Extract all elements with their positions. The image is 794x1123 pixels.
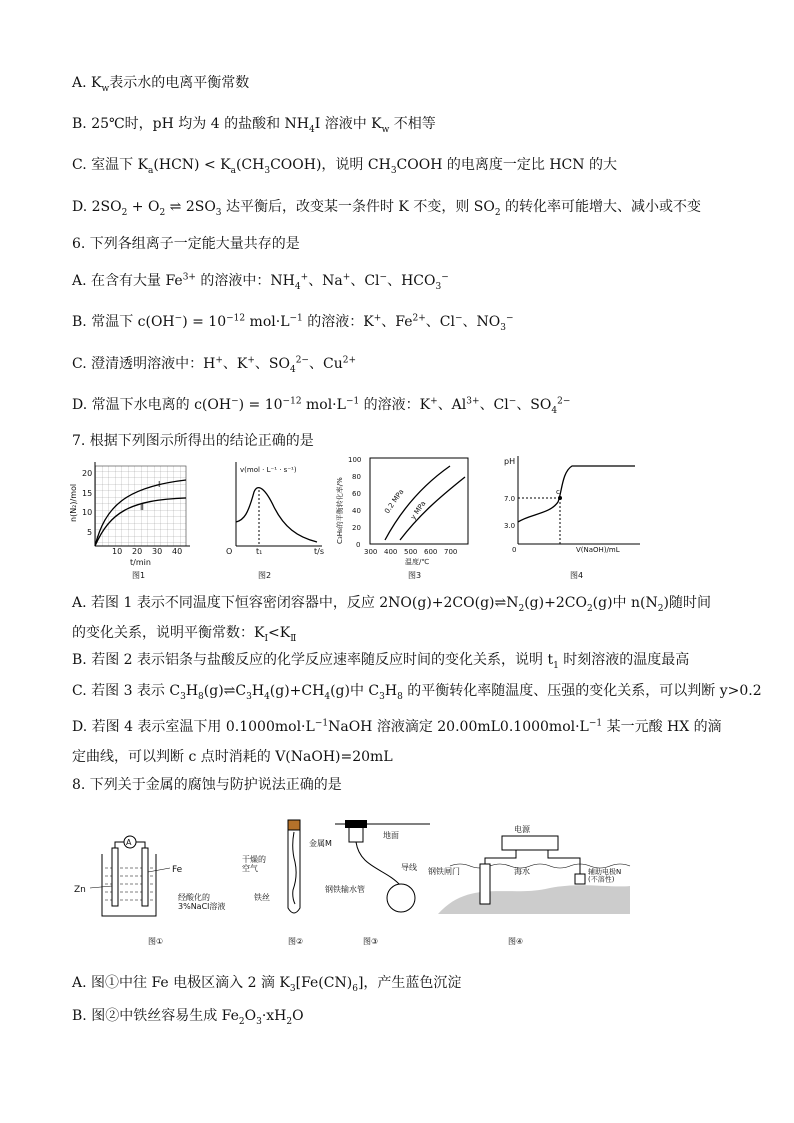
metal-m-label: 金属M [309,839,332,848]
ammeter-label: A [126,838,132,847]
y-tick: 15 [82,489,93,498]
question-8: 8. 下列关于金属的腐蚀与防护说法正确的是 [72,777,342,793]
zn-label: Zn [74,885,86,895]
air-label: 干燥的空气 [242,855,266,873]
origin-label: O [226,547,233,556]
power-label: 电源 [514,825,530,834]
figure-caption: 图4 [570,571,584,580]
y-axis-label: n(N₂)/mol [69,483,78,522]
series-label-1: 0.2 MPa [383,487,406,516]
option-7b: B. 若图 2 表示铝条与盐酸反应的化学反应速率随反应时间的变化关系，说明 $t_1$ 时刻溶液的温度最高 [72,652,690,671]
option-7c: C. 若图 3 表示 $C_3H_8(g)\rightleftharpoons C_3H_4(g)+CH_4(g)$中 $C_3H_8$ 的平衡转化率随温度、压强的变化关系，可以判断 y>0.2 [72,683,762,702]
figure-caption: 图③ [363,937,379,946]
y-tick: 10 [82,508,93,517]
option-7a: A. 若图 1 表示不同温度下恒容密闭容器中，反应 $2NO(g)+2CO(g)\rightleftharpoons N_2(g)+2CO_2(g)$中 $n(N_2)$随时间的变化关系，说明平衡常数：$K_Ⅰ<K_Ⅱ$ [72,595,711,644]
figure-3 [330,452,480,582]
y-tick: 7.0 [504,495,516,503]
option-6b: B. 常温下 $c(OH^-) = 10^{-12}$ $mol\cdot L^{-1}$ 的溶液：K+、$Fe^{2+}$、Cl−、$NO_3^-$ [72,313,514,333]
figure-caption: 图② [288,937,304,946]
series-label-2: y MPa [409,499,428,522]
y-tick: 20 [82,469,93,478]
y-tick: 0 [356,541,361,549]
x-tick: 700 [444,548,458,556]
x-tick: 400 [384,548,398,556]
option-6d: D. 常温下水电离的 $c(OH^-) = 10^{-12}$ $mol\cdot L^{-1}$ 的溶液：K+、$Al^{3+}$、Cl−、$SO_4^{2-}$ [72,396,571,416]
question-6: 6. 下列各组离子一定能大量共存的是 [72,236,300,252]
y-axis-label: v(mol · L⁻¹ · s⁻¹) [240,466,297,474]
point-c: c [556,488,560,496]
figure-2 [222,452,332,582]
fe-label: Fe [172,865,183,875]
y-tick: 20 [352,524,361,532]
y-axis-label: pH [504,457,516,466]
option-7d: D. 若图 4 表示室温下用 $0.1000mol\cdot L^{-1}NaOH$ 溶液滴定 $20.00mL0.1000mol\cdot L^{-1}$ 某一元酸 HX 的滴定曲线，可以判断 c 点时消耗的 V(NaOH)=20mL [72,718,722,765]
solution-label: 经酸化的 3%NaCl溶液 [178,893,226,911]
option-8b: B. 图②中铁丝容易生成 $Fe_2O_3\cdot xH_2O$ [72,1008,304,1027]
series-label-2: Ⅱ [140,503,144,512]
y-tick: 60 [352,490,361,498]
x-tick: 300 [364,548,378,556]
figure-q8-3 [305,818,435,953]
option-5b: B. 25℃时，pH 均为 4 的盐酸和 $NH_4I$ 溶液中 $K_w$ 不相等 [72,116,436,135]
wire-label: 铁丝 [254,893,270,902]
option-5a: A. $K_w$表示水的电离平衡常数 [72,75,250,94]
question-7: 7. 根据下列图示所得出的结论正确的是 [72,433,314,449]
y-tick: 3.0 [504,522,516,530]
t1-mark: t₁ [256,547,263,556]
figure-caption: 图④ [508,937,524,946]
y-tick: 80 [352,473,361,481]
x-tick: 600 [424,548,438,556]
figure-caption: 图3 [408,571,422,580]
x-axis-label: t/min [130,558,151,567]
series-label-1: Ⅰ [158,480,161,489]
y-axis-label: C₃H₈的平衡转化率/% [336,477,344,544]
figure-q8-1 [68,828,248,953]
lead-label: 导线 [401,863,417,872]
y-tick: 5 [87,528,93,537]
figure-caption: 图1 [132,571,146,580]
x-axis-label: V(NaOH)/mL [576,546,620,554]
aux-electrode-label: 辅助电极N (不溶性) [588,868,622,884]
gate-label: 钢铁闸门 [428,867,460,876]
option-6a: A. 在含有大量 $Fe^{3+}$ 的溶液中：$NH_4^+$、Na+、Cl−、$HCO_3^-$ [72,272,449,292]
x-axis-label: 温度/℃ [405,558,430,566]
x-tick: 500 [404,548,418,556]
option-6c: C. 澄清透明溶液中：H+、K+、$SO_4^{2-}$、$Cu^{2+}$ [72,355,356,375]
figure-4 [500,452,650,582]
x-tick: 40 [172,547,183,556]
figure-q8-4 [430,818,640,953]
origin-label: 0 [512,546,517,554]
option-8a: A. 图①中往 Fe 电极区滴入 2 滴 $K_3[Fe(CN)_6]$，产生蓝色沉淀 [72,975,462,994]
y-tick: 40 [352,507,361,515]
figure-1 [70,452,200,582]
x-tick: 30 [152,547,163,556]
figure-caption: 图① [148,937,164,946]
x-tick: 20 [132,547,143,556]
option-5c: C. 室温下 $K_a(HCN)$ < $K_a(CH_3COOH)$，说明 $CH_3COOH$ 的电离度一定比 HCN 的大 [72,157,617,176]
option-5d: D. $2SO_2 + O_2$ ⇌ $2SO_3$ 达平衡后，改变某一条件时 K 不变，则 $SO_2$ 的转化率可能增大、减小或不变 [72,199,702,218]
pipe-label: 钢铁输水管 [325,885,365,894]
water-label: 海水 [514,867,530,876]
x-axis-label: t/s [314,547,324,556]
ground-label: 地面 [383,831,399,840]
x-tick: 10 [112,547,123,556]
figure-caption: 图2 [258,571,272,580]
y-tick: 100 [348,456,362,464]
